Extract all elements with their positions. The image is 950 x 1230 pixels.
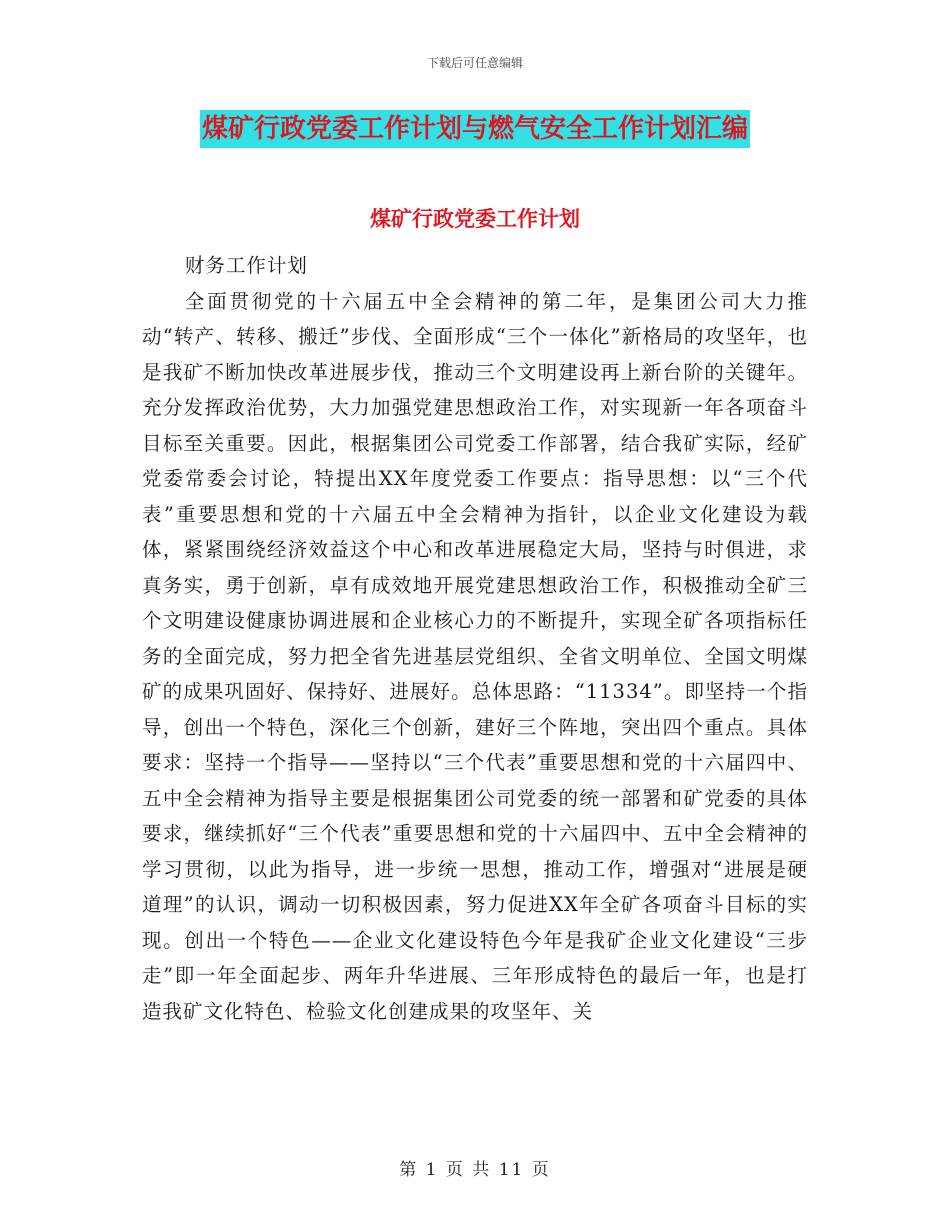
body-paragraph-heading: 财务工作计划 [184, 254, 308, 277]
page-header-note: 下载后可任意编辑 [426, 56, 523, 70]
section-title: 煤矿行政党委工作计划 [370, 206, 580, 231]
document-title [0, 110, 950, 148]
body-paragraph: 全面贯彻党的十六届五中全会精神的第二年，是集团公司大力推动“转产、转移、搬迁”步伐、全面形成“三个一体化”新格局的攻坚年，也是我矿不断加快改革进展步伐，推动三个文明建设再上新台阶的关键年。充分发挥政治优势，大力加强党建思想政治工作，对实现新一年各项奋斗目标至关重要。因此，根据集团公司党委工作部署，结合我矿实际，经矿党委常委会讨论，特提出XX年度党委工作要点：指导思想：以“三个代表”重要思想和党的十六届五中全会精神为指针，以企业文化建设为载体，紧紧围绕经济效益这个中心和改革进展稳定大局，坚持与时俱进，求真务实，勇于创新，卓有成效地开展党建思想政治工作，积极推动全矿三个文明建设健康协调进展和企业核心力的不断提升，实现全矿各项指标任务的全面完成，努力把全省先进基层党组织、全省文明单位、全国文明煤矿的成果巩固好、保持好、进展好。总体思路：“11334”。即坚持一个指导，创出一个特色，深化三个创新，建好三个阵地，突出四个重点。具体要求：坚持一个指导——坚持以“三个代表”重要思想和党的十六届四中、五中全会精神为指导主要是根据集团公司党委的统一部署和矿党委的具体要求，继续抓好“三个代表”重要思想和党的十六届四中、五中全会精神的学习贯彻，以此为指导，进一步统一思想，推动工作，增强对“进展是硬道理”的认识，调动一切积极因素，努力促进XX年全矿各项奋斗目标的实现。创出一个特色——企业文化建设特色今年是我矿企业文化建设“三步走”即一年全面起步、两年升华进展、三年形成特色的最后一年，也是打造我矿文化特色、检验文化创建成果的攻坚年、关 [142, 289, 808, 1023]
document-body [142, 248, 808, 1029]
page-footer: 第 1 页 共 11 页 [399, 1160, 551, 1180]
document-title-text: 煤矿行政党委工作计划与燃气安全工作计划汇编 [200, 110, 750, 148]
